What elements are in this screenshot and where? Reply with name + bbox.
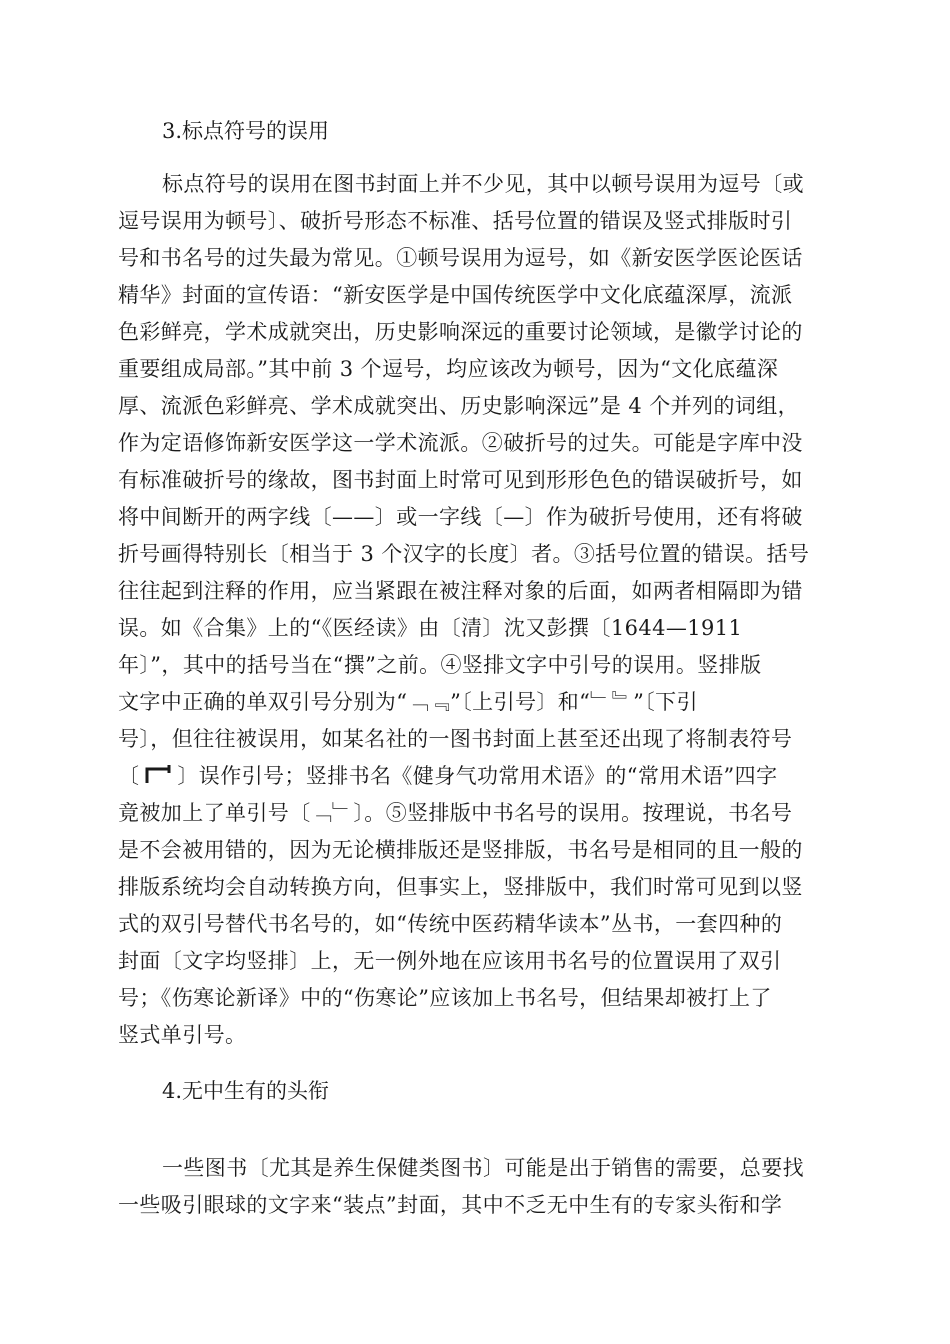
paragraph-line: 将中间断开的两字线〔——〕或一字线〔—〕作为破折号使用，还有将破 — [118, 505, 803, 529]
paragraph-line: 文字中正确的单双引号分别为“﹁﹃”〔上引号〕和“﹂﹄”〔下引 — [118, 690, 698, 714]
paragraph-line: 号〕，但往往被误用，如某名社的一图书封面上甚至还出现了将制表符号 — [118, 727, 793, 751]
paragraph-line: 号和书名号的过失最为常见。①顿号误用为逗号，如《新安医学医论医话 — [118, 246, 803, 270]
paragraph-line: 一些吸引眼球的文字来“装点”封面，其中不乏无中生有的专家头衔和学 — [118, 1193, 783, 1217]
section-3-heading: 3.标点符号的误用 — [162, 119, 330, 143]
paragraph-line: 竟被加上了单引号〔﹁﹂〕。⑤竖排版中书名号的误用。按理说，书名号 — [118, 801, 793, 825]
section-4-heading: 4.无中生有的头衔 — [162, 1079, 330, 1103]
paragraph-line: 排版系统均会自动转换方向，但事实上，竖排版中，我们时常可见到以竖 — [118, 875, 803, 899]
paragraph-line: 一些图书〔尤其是养生保健类图书〕可能是出于销售的需要，总要找 — [162, 1156, 804, 1180]
paragraph-line: 封面〔文字均竖排〕上，无一例外地在应该用书名号的位置误用了双引 — [118, 949, 782, 973]
paragraph-line: 折号画得特别长〔相当于 3 个汉字的长度〕者。③括号位置的错误。括号 — [118, 542, 810, 566]
paragraph-line: 是不会被用错的，因为无论横排版还是竖排版，书名号是相同的且一般的 — [118, 838, 803, 862]
paren-open: 〔 — [118, 764, 140, 788]
paragraph-line: 往往起到注释的作用，应当紧跟在被注释对象的后面，如两者相隔即为错 — [118, 579, 803, 603]
paragraph-line: 误。如《合集》上的“《医经读》由〔清〕沈又彭撰〔1644—1911 — [118, 616, 743, 640]
paragraph-line: 式的双引号替代书名号的，如“传统中医药精华读本”丛书，一套四种的 — [118, 912, 783, 936]
paragraph-line: 年〕”，其中的括号当在“撰”之前。④竖排文字中引号的误用。竖排版 — [118, 653, 762, 677]
paragraph-line: 标点符号的误用在图书封面上并不少见，其中以顿号误用为逗号〔或 — [162, 172, 804, 196]
table-symbol-icon — [143, 763, 173, 793]
paragraph-line: 精华》封面的宣传语：“新安医学是中国传统医学中文化底蕴深厚，流派 — [118, 283, 793, 307]
paragraph-line: 重要组成局部。”其中前 3 个逗号，均应该改为顿号，因为“文化底蕴深 — [118, 357, 779, 381]
paragraph-line: 号；《伤寒论新译》中的“伤寒论”应该加上书名号，但结果却被打上了 — [118, 986, 772, 1010]
paragraph-line: 有标准破折号的缘故，图书封面上时常可见到形形色色的错误破折号，如 — [118, 468, 803, 492]
paragraph-line: 厚、流派色彩鲜亮、学术成就突出、历史影响深远”是 4 个并列的词组， — [118, 394, 800, 418]
paragraph-line: 逗号误用为顿号〕、破折号形态不标准、括号位置的错误及竖式排版时引 — [118, 209, 793, 233]
paragraph-line: 作为定语修饰新安医学这一学术流派。②破折号的过失。可能是字库中没 — [118, 431, 803, 455]
paragraph-line-with-symbol — [118, 761, 777, 793]
paragraph-line-rest: 〕误作引号；竖排书名《健身气功常用术语》的“常用术语”四字 — [177, 764, 778, 788]
paragraph-line: 色彩鲜亮，学术成就突出，历史影响深远的重要讨论领域，是徽学讨论的 — [118, 320, 803, 344]
paragraph-line: 竖式单引号。 — [118, 1023, 247, 1047]
